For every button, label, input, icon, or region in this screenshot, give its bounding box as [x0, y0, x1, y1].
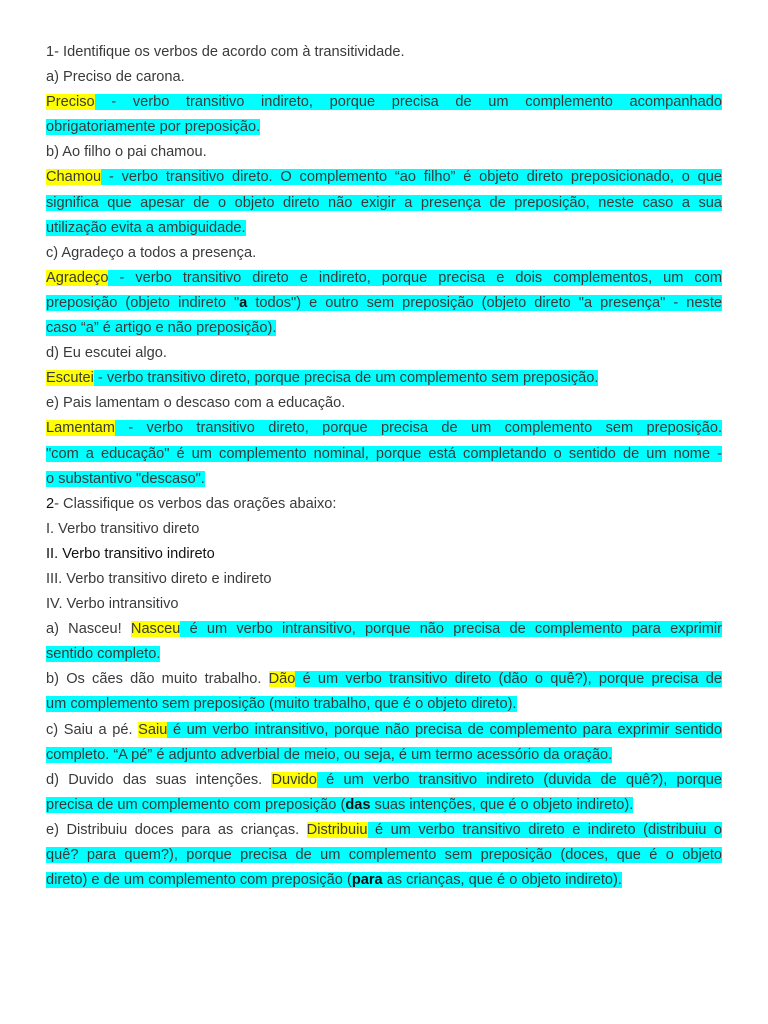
verb-highlight: Agradeço	[46, 269, 109, 286]
item-1a-question: a) Preciso de carona.	[46, 69, 185, 86]
question-1-title: 1- Identifique os verbos de acordo com à transitividade.	[46, 44, 405, 60]
item-2a-line-1: a) Nasceu! Nasceu é um verbo intransitivo, porque não precisa de complemento para exprimir	[46, 621, 722, 638]
item-2e-line-2: quê? para quem?), porque precisa de um complemento sem preposição (doces, que é o objeto	[46, 847, 722, 863]
verb-highlight: Dão	[268, 671, 296, 688]
verb-highlight: Escutei	[46, 370, 94, 387]
item-1a-answer-line-2: obrigatoriamente por preposição.	[46, 119, 261, 136]
item-1d-question: d) Eu escutei algo.	[46, 345, 167, 362]
document-body	[46, 40, 722, 893]
verb-highlight: Chamou	[46, 169, 102, 186]
item-2b-line-2: um complemento sem preposição (muito trabalho, que é o objeto direto).	[46, 696, 517, 713]
item-1b-question: b) Ao filho o pai chamou.	[46, 144, 207, 161]
item-1e-answer-line-1: Lamentam - verbo transitivo direto, porque precisa de um complemento sem preposição.	[46, 420, 722, 437]
question-2-title: 2- Classifique os verbos das orações abaixo:	[46, 495, 337, 512]
item-1d-answer-line-1: Escutei - verbo transitivo direto, porque precisa de um complemento sem preposição.	[46, 370, 599, 387]
verb-highlight: Nasceu	[130, 621, 181, 638]
option-iv: IV. Verbo intransitivo	[46, 596, 179, 613]
item-2b-line-1: b) Os cães dão muito trabalho. Dão é um verbo transitivo direto (dão o quê?), porque precisa de	[46, 671, 722, 688]
item-1c-question: c) Agradeço a todos a presença.	[46, 244, 257, 261]
item-1b-answer-line-1: Chamou - verbo transitivo direto. O complemento “ao filho” é objeto direto preposicionado, o que	[46, 169, 722, 186]
item-1a-answer-line-1: Preciso - verbo transitivo indireto, porque precisa de um complemento acompanhado	[46, 94, 722, 111]
item-1e-answer-line-3: o substantivo "descaso".	[46, 470, 205, 487]
item-2c-line-2: completo. “A pé” é adjunto adverbial de meio, ou seja, é um termo acessório da oração.	[46, 746, 613, 763]
item-1e-question: e) Pais lamentam o descaso com a educação.	[46, 395, 346, 412]
item-2e-line-3: direto) e de um complemento com preposição (para as crianças, que é o objeto indireto).	[46, 872, 622, 889]
verb-highlight: Distribuiu	[306, 821, 368, 838]
item-2c-line-1: c) Saiu a pé. Saiu é um verbo intransitivo, porque não precisa de complemento para exprimir sentido	[46, 721, 722, 738]
verb-highlight: Lamentam	[46, 420, 115, 437]
item-1b-answer-line-3: utilização evita a ambiguidade.	[46, 219, 246, 236]
item-1e-answer-line-2: "com a educação" é um complemento nominal, porque está completando o sentido de um nome -	[46, 445, 722, 462]
item-1c-answer-line-2: preposição (objeto indireto "a todos") e outro sem preposição (objeto direto "a presença" - neste	[46, 294, 722, 311]
option-i: I. Verbo transitivo direto	[46, 520, 200, 537]
verb-highlight: Preciso	[46, 94, 95, 111]
verb-highlight: Duvido	[271, 771, 317, 788]
option-iii: III. Verbo transitivo direto e indireto	[46, 570, 272, 587]
item-2d-line-1: d) Duvido das suas intenções. Duvido é um verbo transitivo indireto (duvida de quê?), porque	[46, 771, 722, 788]
item-2a-line-2: sentido completo.	[46, 646, 161, 663]
item-1b-answer-line-2: significa que apesar de o objeto direto não exigir a presença de preposição, neste caso a sua	[46, 194, 722, 211]
option-ii: II. Verbo transitivo indireto	[46, 545, 215, 562]
item-1c-answer-line-1: Agradeço - verbo transitivo direto e indireto, porque precisa e dois complementos, um com	[46, 269, 722, 286]
item-2d-line-2: precisa de um complemento com preposição (das suas intenções, que é o objeto indireto).	[46, 796, 634, 813]
item-2e-line-1: e) Distribuiu doces para as crianças. Distribuiu é um verbo transitivo direto e indireto (distribuiu o	[46, 821, 723, 838]
item-1c-answer-line-3: caso “a” é artigo e não preposição).	[46, 320, 277, 337]
verb-highlight: Saiu	[138, 721, 168, 738]
